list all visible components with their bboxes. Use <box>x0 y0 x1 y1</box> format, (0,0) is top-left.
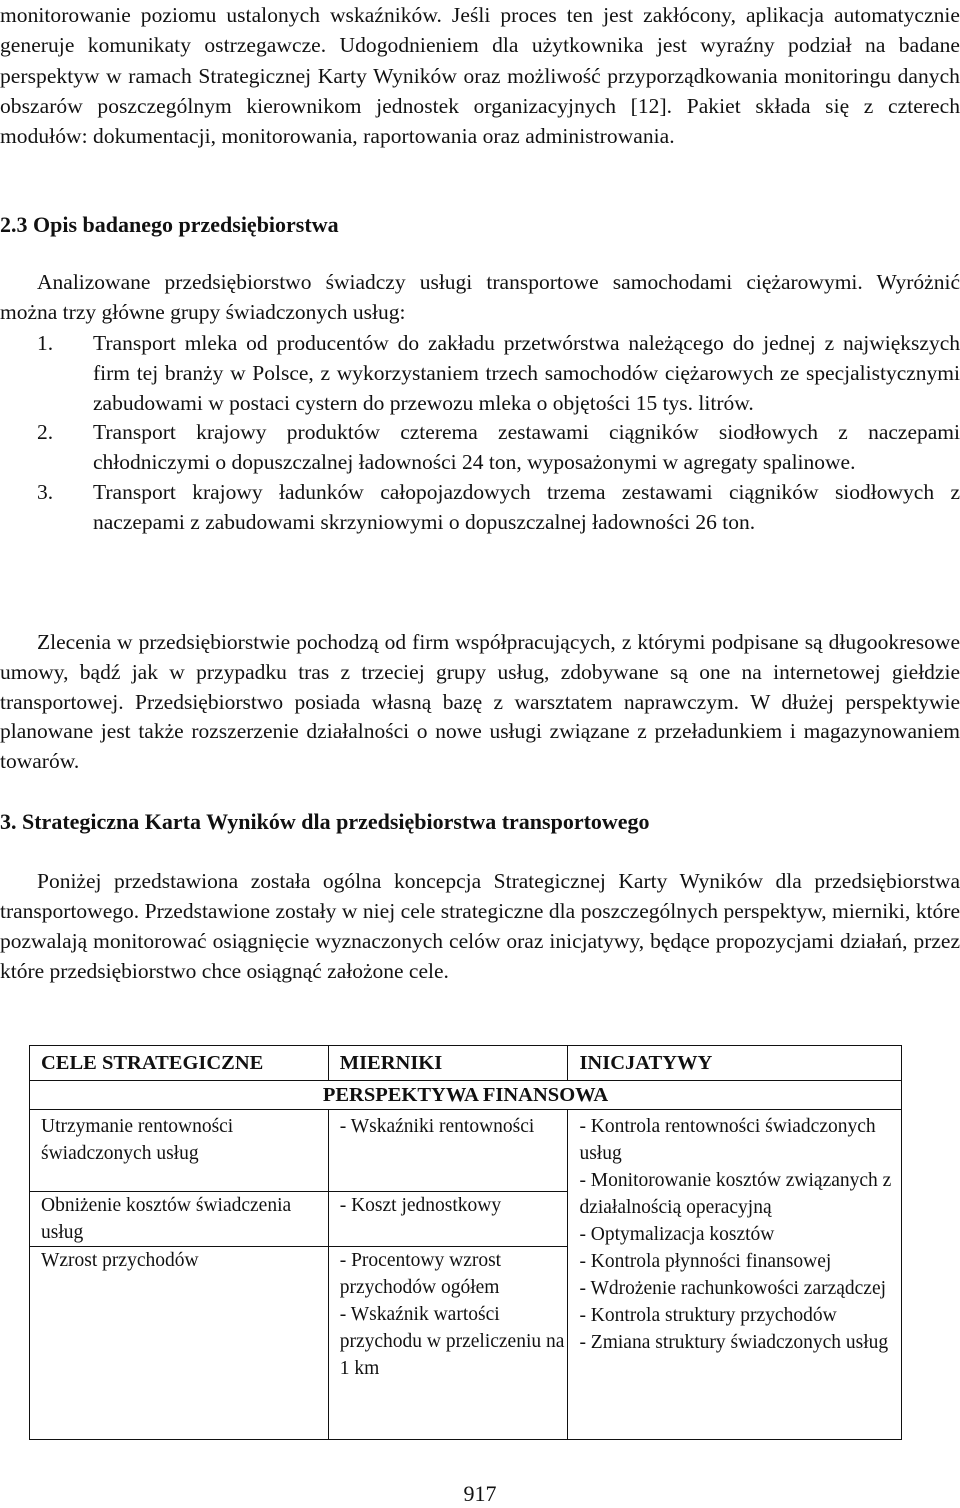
perspective-label: PERSPEKTYWA FINANSOWA <box>30 1081 902 1110</box>
goal-cell: Wzrost przychodów <box>30 1247 329 1440</box>
balanced-scorecard-table <box>29 1045 902 1440</box>
page-number: 917 <box>463 1481 497 1506</box>
table-row <box>30 1110 902 1192</box>
header-goals: CELE STRATEGICZNE <box>30 1046 329 1081</box>
measure-cell: - Wskaźniki rentowności <box>328 1110 568 1192</box>
list-item-number: 3. <box>37 479 54 504</box>
perspective-row <box>30 1081 902 1110</box>
services-list <box>0 329 960 538</box>
initiatives-cell: - Kontrola rentowności świadczonych usług - Monitorowanie kosztów związanych z działalnością operacyjną - Optymalizacja kosztów - Kontrola płynności finansowej - Wdrożenie rachunkowości zarządczej - Kontrola struktury przychodów - Zmiana struktury świadczonych usług <box>568 1110 902 1440</box>
list-item <box>0 329 960 418</box>
list-item-number: 2. <box>37 420 54 445</box>
paragraph-bsc-intro: Poniżej przedstawiona została ogólna koncepcja Strategicznej Karty Wyników dla przedsiębiorstwa transportowego. Przedstawione zostały w niej cele strategiczne dla poszczególnych perspektyw, mierniki, które pozwalają monitorować osiągnięcie wyznaczonych celów oraz inicjatywy, będące propozycjami działań, przez które przedsiębiorstwo chce osiągnąć założone cele. <box>0 869 960 983</box>
measure-cell: - Procentowy wzrost przychodów ogółem - Wskaźnik wartości przychodu w przeliczeniu na 1 km <box>328 1247 568 1440</box>
section-heading-2-3: 2.3 Opis badanego przedsiębiorstwa <box>0 212 339 237</box>
table-header-row <box>30 1046 902 1081</box>
list-item <box>0 418 960 478</box>
list-item <box>0 478 960 538</box>
header-initiatives: INICJATYWY <box>568 1046 902 1081</box>
list-item-number: 1. <box>37 331 54 355</box>
paragraph-software-monitoring: monitorowanie poziomu ustalonych wskaźników. Jeśli proces ten jest zakłócony, aplikacja automatycznie generuje komunikaty ostrzegawcze. Udogodnieniem dla użytkownika jest wyraźny podział na badane perspektyw w ramach Strategicznej Karty Wyników oraz możliwość przyporządkowania monitoringu danych obszarów poszczególnym kierownikom jednostek organizacyjnych [12]. Pakiet składa się z czterech modułów: dokumentacji, monitorowania, raportowania oraz administrowania. <box>0 3 960 149</box>
list-item-text: Transport krajowy ładunków całopojazdowych trzema zestawami ciągników siodłowych z naczepami z zabudowami skrzyniowymi o dopuszczalnej ładowności 26 ton. <box>93 479 960 534</box>
list-item-text: Transport krajowy produktów czterema zestawami ciągników siodłowych z naczepami chłodniczymi o dopuszczalnej ładowności 24 ton, wyposażonymi w agregaty spalinowe. <box>93 420 960 475</box>
paragraph-company-intro: Analizowane przedsiębiorstwo świadczy usługi transportowe samochodami ciężarowymi. Wyróżnić można trzy główne grupy świadczonych usług: <box>0 270 960 324</box>
paragraph-company-orders: Zlecenia w przedsiębiorstwie pochodzą od firm współpracujących, z którymi podpisane są długookresowe umowy, bądź jak w przypadku tras z trzeciej grupy usług, zdobywane są one na internetowej giełdzie transportowej. Przedsiębiorstwo posiada własną bazę z warsztatem naprawczym. W dłużej perspektywie planowane jest także rozszerzenie działalności o nowe usługi związane z przeładunkiem i magazynowaniem towarów. <box>0 630 960 774</box>
measure-cell: - Koszt jednostkowy <box>328 1192 568 1247</box>
goal-cell: Obniżenie kosztów świadczenia usług <box>30 1192 329 1247</box>
list-item-text: Transport mleka od producentów do zakładu przetwórstwa należącego do jednej z największych firm tej branży w Polsce, z wykorzystaniem trzech samochodów ciężarowych ze specjalistycznymi zabudowami w postaci cystern do przewozu mleka o objętości 15 tys. litrów. <box>93 331 960 415</box>
goal-cell: Utrzymanie rentowności świadczonych usług <box>30 1110 329 1192</box>
header-measures: MIERNIKI <box>328 1046 568 1081</box>
section-heading-3: 3. Strategiczna Karta Wyników dla przedsiębiorstwa transportowego <box>0 809 650 834</box>
